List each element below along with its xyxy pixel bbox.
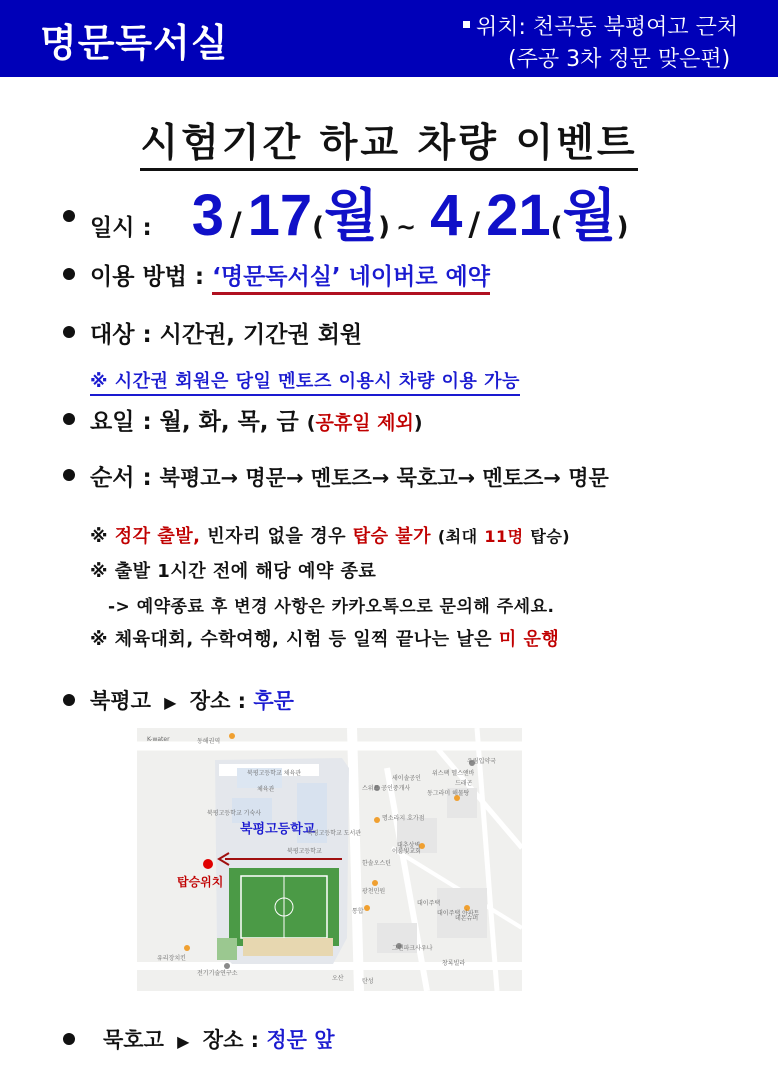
paren-open: (	[550, 212, 563, 242]
map-poi-label: 대이주택	[417, 900, 441, 907]
end-weekday: 월	[562, 184, 617, 249]
schedule-label: 일시 :	[90, 215, 152, 241]
bullet-icon	[63, 413, 75, 425]
paren-open: (	[312, 212, 325, 242]
location-line-2: (주공 3차 정문 맞은편)	[508, 47, 731, 72]
pickup-1-place: 후문	[253, 689, 294, 713]
date-slash: /	[468, 205, 481, 243]
paren-close: )	[413, 412, 423, 434]
pickup-2-place-label: 장소 :	[202, 1028, 260, 1052]
bullet-icon	[63, 469, 75, 481]
location-line-1	[463, 10, 738, 41]
note-1-mid: 빈자리 없을 경우	[207, 526, 346, 547]
map-poi-label: 한솔오스틴	[362, 860, 391, 867]
note-1-paren-a: (최대	[437, 527, 478, 546]
map-poi-label: 위스팩 헬스앤바	[432, 770, 475, 777]
play-arrow-icon: ▶	[164, 693, 177, 712]
target-row: 대상 : 시간권, 기간권 회원	[90, 322, 363, 348]
map-poi-label: 스위트 공인중개사	[362, 785, 411, 792]
paren-open: (	[306, 412, 316, 434]
event-title	[0, 112, 778, 168]
no-service: 미 운행	[498, 629, 560, 650]
start-day: 17	[247, 183, 313, 248]
map-poi-label: 북평고등학교	[287, 848, 322, 855]
usage-row	[90, 258, 490, 291]
event-title-text: 시험기간 하교 차량 이벤트	[140, 121, 637, 171]
pickup-2-place: 정문 앞	[266, 1028, 335, 1052]
note-mark: ※	[90, 526, 108, 547]
map-poi-label: 대이주택 아파트	[437, 910, 480, 917]
map-poi-label: 동해권역	[197, 738, 221, 745]
holiday-exception: 공휴일 제외	[315, 412, 414, 434]
map-poi-label: 통합	[352, 908, 364, 915]
map-poi-label: 데몬슈퍼	[455, 915, 479, 922]
map-poi-label: 탄성	[362, 978, 374, 985]
max-passengers: 11명	[484, 527, 524, 546]
order-route: 북평고→ 명문→ 멘토즈→ 묵호고→ 멘토즈→ 명문	[159, 466, 609, 490]
map-poi-label: 우림입약국	[467, 758, 496, 765]
schedule-row	[90, 183, 629, 258]
note-1	[90, 522, 570, 548]
map-poi-label: 명소라지 호가점	[382, 815, 425, 822]
square-bullet-icon	[463, 21, 470, 28]
order-row	[90, 459, 609, 492]
pickup-1-school: 북평고	[90, 689, 151, 713]
target-note-text: ※ 시간권 회원은 당일 멘토즈 이용시 차량 이용 가능	[90, 371, 520, 396]
play-arrow-icon: ▶	[177, 1032, 190, 1051]
map-poi-label: 동그라미 해물탕	[427, 790, 470, 797]
bullet-icon	[63, 268, 75, 280]
note-4	[90, 625, 559, 651]
map-school-label: 북평고등학교	[240, 822, 316, 837]
map-poi-label: 북평고등학교 기숙사	[207, 810, 262, 817]
map-poi-label: 전기기술연구소	[197, 970, 238, 977]
note-4-text: ※ 체육대회, 수학여행, 시험 등 일찍 끝나는 날은	[90, 629, 493, 650]
days-text: 요일 : 월, 화, 목, 금	[90, 409, 299, 435]
pickup-2-row	[103, 1024, 335, 1054]
map-poi-label: 오산	[332, 975, 344, 982]
usage-value: ‘명문독서실’ 네이버로 예약	[212, 264, 490, 295]
map-poi-label: 북평고등학교 도서관	[307, 830, 362, 837]
paren-close: )	[378, 212, 391, 242]
map-pickup-label: 탑승위치	[177, 875, 224, 889]
brand-title: 명문독서실	[40, 21, 229, 65]
map-poi-label: 북평고등학교 체육관	[247, 770, 302, 777]
note-3: -> 예약종료 후 변경 사항은 카카오톡으로 문의해 주세요.	[108, 597, 555, 617]
pickup-1-row	[90, 685, 294, 715]
pickup-1-place-label: 장소 :	[189, 689, 247, 713]
start-weekday: 월	[324, 184, 379, 249]
target-note	[90, 367, 520, 393]
map-poi-label: 유리장치킨	[157, 955, 186, 962]
note-2: ※ 출발 1시간 전에 해당 예약 종료	[90, 561, 377, 582]
map-poi-label: 체육관	[257, 786, 275, 793]
map-poi-label: 그린파크사우나	[392, 945, 433, 952]
map-poi-label: 광천민원	[362, 888, 386, 895]
date-tilde: ~	[396, 213, 417, 241]
bullet-icon	[63, 694, 75, 706]
date-slash: /	[229, 205, 242, 243]
map-poi-label: 새이솔공인	[392, 775, 421, 782]
pickup-2-school: 묵호고	[103, 1028, 164, 1052]
location-text-1: 위치: 천곡동 북평여고 근처	[476, 15, 739, 40]
pickup-map	[137, 728, 522, 991]
bullet-icon	[63, 326, 75, 338]
map-poi-label: 드래곤	[455, 780, 473, 787]
bullet-icon	[63, 1033, 75, 1045]
header-bar	[0, 0, 778, 77]
bullet-icon	[63, 210, 75, 222]
on-time-departure: 정각 출발,	[114, 526, 201, 547]
days-row	[90, 403, 423, 436]
map-poi-label: 이룸빛교회	[392, 848, 421, 855]
order-label: 순서 :	[90, 465, 152, 491]
paren-close: )	[616, 212, 629, 242]
map-poi-label: 창록빌라	[442, 960, 466, 967]
map-poi-label: 대추상벽	[397, 842, 421, 849]
usage-label: 이용 방법 :	[90, 264, 205, 290]
no-boarding: 탑승 불가	[352, 526, 432, 547]
map-poi-label: K-water	[147, 736, 170, 743]
start-month: 3	[191, 183, 224, 248]
note-1-paren-b: 탑승)	[530, 527, 571, 546]
end-month: 4	[430, 183, 463, 248]
end-day: 21	[486, 183, 551, 248]
